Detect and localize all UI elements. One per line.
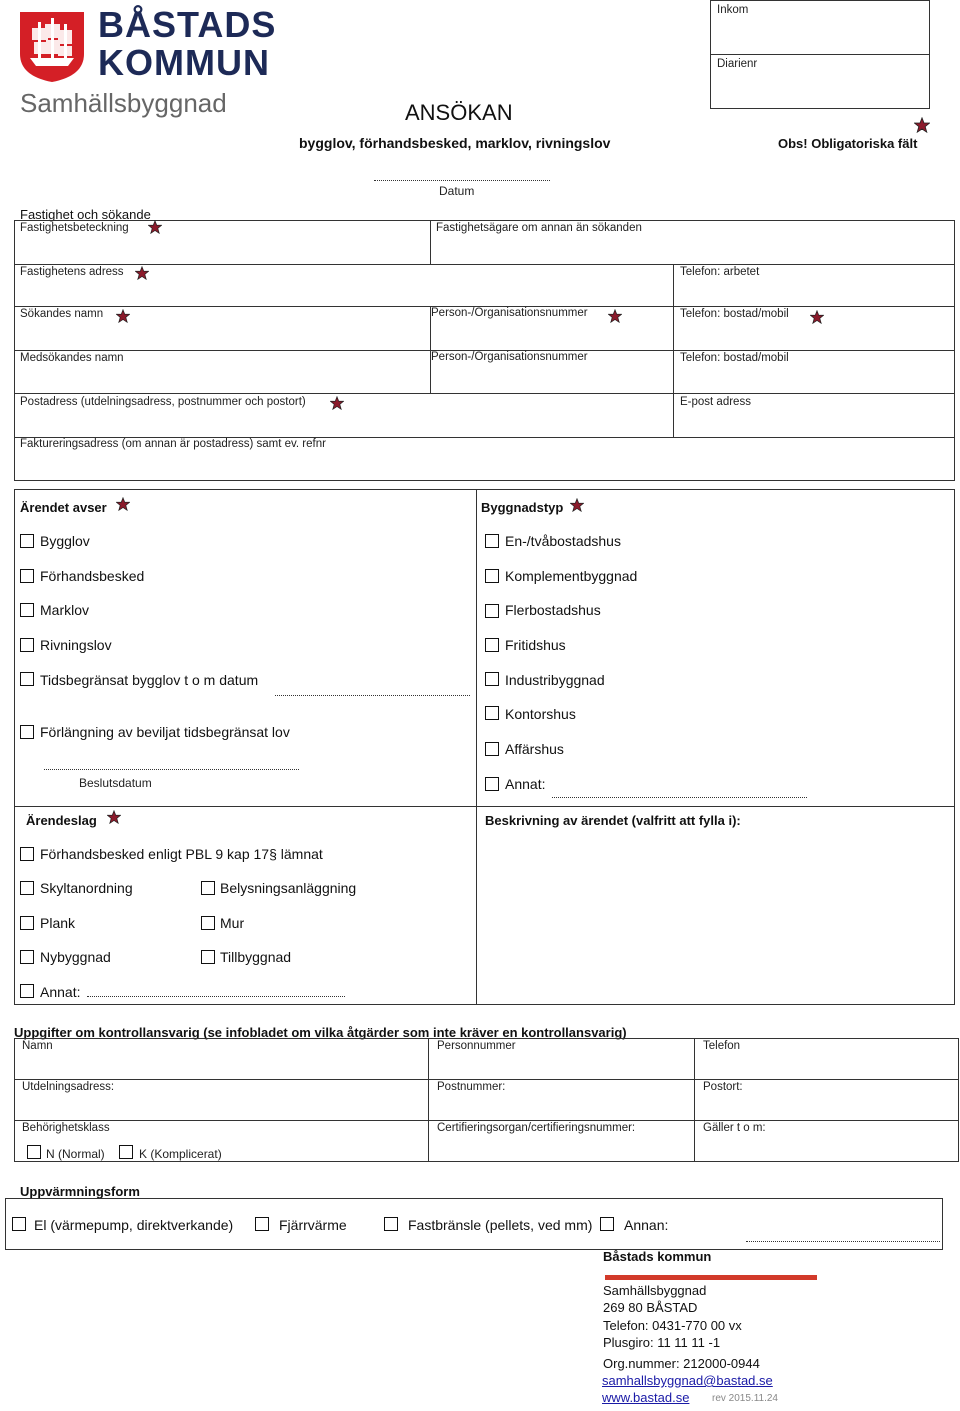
- nybyggnad-label: Nybyggnad: [40, 949, 111, 965]
- rivningslov-checkbox[interactable]: [20, 638, 34, 652]
- byggnadstyp-title: Byggnadstyp: [481, 500, 564, 515]
- footer-address: 269 80 BÅSTAD: [603, 1300, 698, 1315]
- annat-byggnad-label: Annat:: [505, 776, 546, 792]
- kontor-label: Kontorshus: [505, 706, 576, 722]
- footer-org: Båstads kommun: [603, 1249, 712, 1264]
- plank-label: Plank: [40, 915, 76, 931]
- star-icon: [148, 220, 162, 234]
- obligatory-note: Obs! Obligatoriska fält: [778, 136, 918, 151]
- star-icon: [116, 309, 130, 323]
- tillbyggnad-checkbox[interactable]: [201, 950, 215, 964]
- footer-revision: rev 2015.11.24: [712, 1393, 778, 1404]
- komplement-checkbox[interactable]: [485, 569, 499, 583]
- registry-box: [710, 0, 930, 109]
- komplement-label: Komplementbyggnad: [505, 568, 638, 584]
- telefon-bostad-label-1: Telefon: bostad/mobil: [680, 308, 789, 320]
- star-icon: [810, 310, 824, 324]
- faktura-label: Faktureringsadress (om annan är postadress) samt ev. refnr: [20, 438, 326, 450]
- flerbostad-label: Flerbostadshus: [505, 602, 601, 618]
- page-title: ANSÖKAN: [405, 100, 513, 125]
- arendet-avser-title: Ärendet avser: [20, 500, 107, 515]
- tidsbegransat-date-line[interactable]: [275, 695, 470, 696]
- industri-label: Industribyggnad: [505, 672, 605, 688]
- fritid-label: Fritidshus: [505, 637, 566, 653]
- kontroll-postnummer-label: Postnummer:: [437, 1081, 506, 1093]
- en-tva-label: En-/tvåbostadshus: [505, 533, 621, 549]
- belysning-checkbox[interactable]: [201, 881, 215, 895]
- forhandsbesked-checkbox[interactable]: [20, 569, 34, 583]
- ship-emblem-icon: [18, 10, 86, 84]
- date-label: Datum: [439, 184, 475, 198]
- annat-arende-line[interactable]: [87, 996, 345, 997]
- medsokandes-namn-label: Medsökandes namn: [20, 352, 124, 364]
- uppvarmning-title: Uppvärmningsform: [20, 1184, 140, 1199]
- telefon-bostad-label-2: Telefon: bostad/mobil: [680, 352, 789, 364]
- inkom-label: Inkom: [717, 4, 749, 16]
- tidsbegransat-checkbox[interactable]: [20, 672, 34, 686]
- epost-label: E-post adress: [680, 396, 751, 408]
- kontroll-table: [14, 1038, 959, 1162]
- page-subtitle: bygglov, förhandsbesked, marklov, rivningslov: [299, 135, 611, 151]
- fastighetsagare-label: Fastighetsägare om annan än sökanden: [436, 222, 642, 234]
- fastighetsbeteckning-label: Fastighetsbeteckning: [20, 222, 129, 234]
- marklov-checkbox[interactable]: [20, 603, 34, 617]
- forlangning-checkbox[interactable]: [20, 725, 34, 739]
- el-checkbox[interactable]: [12, 1217, 26, 1231]
- annan-uppvarmning-line[interactable]: [746, 1241, 940, 1242]
- nybyggnad-checkbox[interactable]: [20, 950, 34, 964]
- footer-web-link[interactable]: www.bastad.se: [602, 1390, 690, 1405]
- annat-byggnad-checkbox[interactable]: [485, 777, 499, 791]
- tidsbegransat-label: Tidsbegränsat bygglov t o m datum: [40, 672, 259, 688]
- date-line[interactable]: [374, 180, 550, 181]
- rivningslov-label: Rivningslov: [40, 637, 112, 653]
- sokandes-namn-label: Sökandes namn: [20, 308, 104, 320]
- behorighet-komplicerat-checkbox[interactable]: [119, 1145, 133, 1159]
- bygglov-label: Bygglov: [40, 533, 90, 549]
- skylt-label: Skyltanordning: [40, 880, 133, 896]
- kontor-checkbox[interactable]: [485, 706, 499, 720]
- behorighet-normal-checkbox[interactable]: [27, 1145, 41, 1159]
- logo-line3: Samhällsbyggnad: [20, 88, 227, 118]
- kontroll-utdelning-label: Utdelningsadress:: [22, 1081, 115, 1093]
- annat-arende-label: Annat:: [40, 984, 81, 1000]
- fjarr-label: Fjärrvärme: [279, 1217, 347, 1233]
- flerbostad-checkbox[interactable]: [485, 604, 499, 618]
- forhandsbesked-pbl-label: Förhandsbesked enligt PBL 9 kap 17§ lämnat: [40, 846, 323, 862]
- annat-arende-checkbox[interactable]: [20, 984, 34, 998]
- kontroll-galler-label: Gäller t o m:: [703, 1122, 766, 1134]
- footer-dept: Samhällsbyggnad: [603, 1283, 707, 1298]
- person-org-label-1: Person-/Organisationsnummer: [431, 307, 588, 319]
- tillbyggnad-label: Tillbyggnad: [220, 949, 292, 965]
- footer-plusgiro: Plusgiro: 11 11 11 -1: [603, 1335, 721, 1350]
- behorighet-normal-label: N (Normal): [46, 1147, 105, 1161]
- forhandsbesked-label: Förhandsbesked: [40, 568, 145, 584]
- logo-line1: BÅSTADS: [98, 4, 277, 45]
- footer-email-link[interactable]: samhallsbyggnad@bastad.se: [602, 1373, 773, 1388]
- star-icon: [107, 810, 121, 824]
- beskrivning-title: Beskrivning av ärendet (valfritt att fylla i):: [485, 813, 741, 828]
- marklov-label: Marklov: [40, 602, 90, 618]
- forlangning-label: Förlängning av beviljat tidsbegränsat lov: [40, 724, 290, 740]
- annan-uppvarmning-label: Annan:: [624, 1217, 669, 1233]
- postadress-label: Postadress (utdelningsadress, postnummer och postort): [20, 396, 306, 408]
- star-icon: [135, 266, 149, 280]
- annat-byggnad-line[interactable]: [552, 797, 807, 798]
- mur-checkbox[interactable]: [201, 916, 215, 930]
- kontroll-postort-label: Postort:: [703, 1081, 743, 1093]
- footer-orgnr: Org.nummer: 212000-0944: [603, 1356, 760, 1371]
- forhandsbesked-pbl-checkbox[interactable]: [20, 847, 34, 861]
- behorighet-komplicerat-label: K (Komplicerat): [139, 1147, 222, 1161]
- logo: [18, 4, 288, 123]
- telefon-arbetet-label: Telefon: arbetet: [680, 266, 760, 278]
- logo-line2: KOMMUN: [98, 42, 270, 83]
- fastbransle-label: Fastbränsle (pellets, ved mm): [408, 1217, 593, 1233]
- footer-telefon: Telefon: 0431-770 00 vx: [603, 1318, 742, 1333]
- annan-uppvarmning-checkbox[interactable]: [600, 1217, 614, 1231]
- kontroll-behorighet-label: Behörighetsklass: [22, 1122, 110, 1134]
- beslutsdatum-line[interactable]: [44, 769, 299, 770]
- beskrivning-field[interactable]: [480, 832, 950, 1000]
- el-label: El (värmepump, direktverkande): [34, 1217, 234, 1233]
- affar-checkbox[interactable]: [485, 742, 499, 756]
- fritid-checkbox[interactable]: [485, 638, 499, 652]
- star-icon: [914, 117, 930, 133]
- fastbransle-checkbox[interactable]: [384, 1217, 398, 1231]
- bygglov-checkbox[interactable]: [20, 534, 34, 548]
- kontroll-personnummer-label: Personnummer: [437, 1040, 516, 1052]
- fjarr-checkbox[interactable]: [255, 1217, 269, 1231]
- beslutsdatum-label: Beslutsdatum: [79, 776, 152, 790]
- en-tva-checkbox[interactable]: [485, 534, 499, 548]
- skylt-checkbox[interactable]: [20, 881, 34, 895]
- star-icon: [608, 309, 622, 323]
- kontroll-namn-label: Namn: [22, 1040, 53, 1052]
- person-org-label-2: Person-/Organisationsnummer: [431, 351, 588, 363]
- star-icon: [330, 396, 344, 410]
- diarienr-label: Diarienr: [717, 58, 758, 70]
- star-icon: [116, 497, 130, 511]
- fastighetens-adress-label: Fastighetens adress: [20, 266, 124, 278]
- affar-label: Affärshus: [505, 741, 564, 757]
- footer-accent-bar: [605, 1275, 817, 1280]
- section-property-title: Fastighet och sökande: [20, 207, 151, 222]
- mur-label: Mur: [220, 915, 245, 931]
- industri-checkbox[interactable]: [485, 672, 499, 686]
- plank-checkbox[interactable]: [20, 916, 34, 930]
- star-icon: [570, 498, 584, 512]
- belysning-label: Belysningsanläggning: [220, 880, 357, 896]
- kontroll-title: Uppgifter om kontrollansvarig (se infobladet om vilka åtgärder som inte kräver en kontrollansvarig): [14, 1025, 627, 1040]
- arendeslag-title: Ärendeslag: [26, 813, 97, 828]
- kontroll-telefon-label: Telefon: [703, 1040, 741, 1052]
- kontroll-certifiering-label: Certifieringsorgan/certifieringsnummer:: [437, 1122, 636, 1134]
